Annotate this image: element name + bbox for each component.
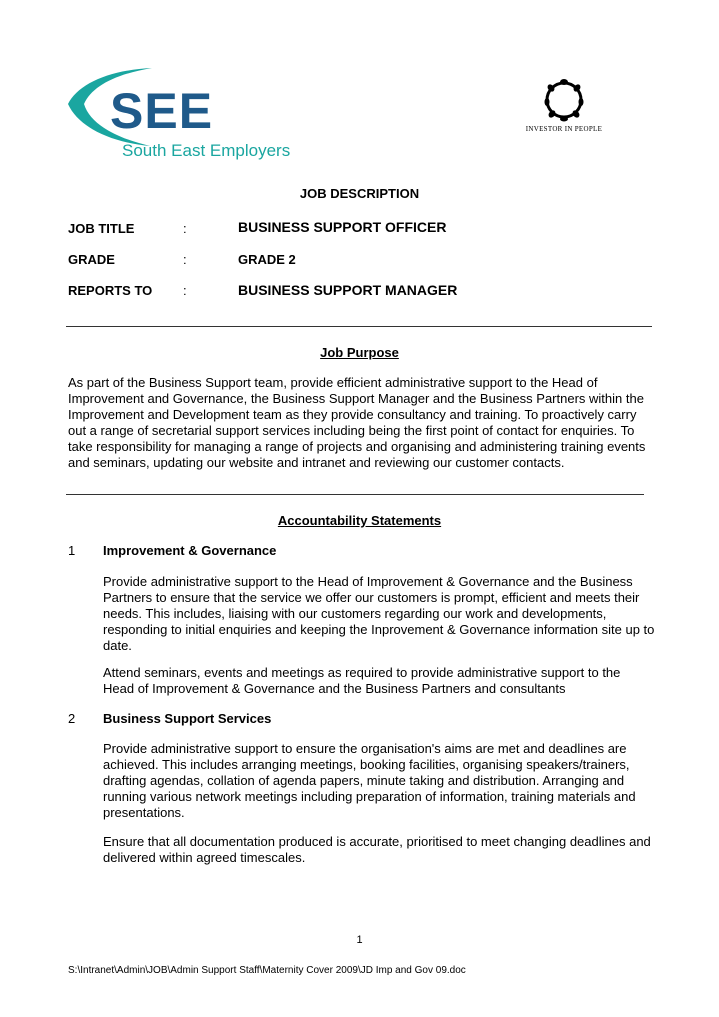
field-value-job-title: BUSINESS SUPPORT OFFICER <box>238 219 447 235</box>
divider <box>66 494 644 495</box>
laurel-wreath-icon <box>542 77 586 123</box>
field-label-job-title: JOB TITLE <box>68 221 135 236</box>
see-logo <box>64 64 291 164</box>
badge-text: INVESTOR IN PEOPLE <box>525 125 603 133</box>
field-label-grade: GRADE <box>68 252 115 267</box>
section-paragraph: Ensure that all documentation produced is accurate, prioritised to meet changing deadlines and delivered within agreed timescales. <box>103 834 651 865</box>
job-purpose-heading: Job Purpose <box>320 345 399 360</box>
file-path-footer: S:\Intranet\Admin\JOB\Admin Support Staff\Maternity Cover 2009\JD Imp and Gov 09.doc <box>68 965 466 976</box>
page-number: 1 <box>356 934 363 946</box>
section-title-improvement-governance: Improvement & Governance <box>103 543 277 558</box>
section-number: 1 <box>68 543 76 558</box>
job-purpose-text: As part of the Business Support team, provide efficient administrative support to the Head of Improvement and Governance, the Business Support Manager and the Business Partners within the Improvement and Development team as they provide consultancy and training. To proactively carry out a range of secretarial support services including being the first point of contact for enquiries. To take responsibility for managing a range of projects and organising and administering training events and seminars, updating our website and intranet and reviewing our customer contacts. <box>68 375 646 470</box>
section-paragraph: Provide administrative support to the Head of Improvement & Governance and the Business Partners to ensure that the service we offer our customers is prompt, efficient and meets their needs. This includes, liaising with our customers regarding our work and developments, responding to initial enquiries and keeping the Inprovement & Governance information site up to date. <box>103 574 655 653</box>
divider <box>66 326 652 327</box>
accountability-heading: Accountability Statements <box>277 513 442 528</box>
section-paragraph: Provide administrative support to ensure the organisation's aims are met and deadlines are achieved. This includes arranging meetings, booking facilities, organising speakers/trainers, drafting agendas, collation of agenda papers, minute taking and distribution. Arranging and running various network meetings including preparation of information, training materials and presentations. <box>103 741 636 820</box>
field-colon: : <box>183 221 187 236</box>
section-paragraph: Attend seminars, events and meetings as required to provide administrative support to the Head of Improvement & Governance and the Business Partners and consultants <box>103 665 621 696</box>
field-value-reports-to: BUSINESS SUPPORT MANAGER <box>238 282 458 298</box>
field-colon: : <box>183 283 187 298</box>
logo-main-text: SEE <box>110 83 214 139</box>
section-number: 2 <box>68 711 76 726</box>
logo-sub-text: South East Employers <box>122 141 291 160</box>
section-title-business-support-services: Business Support Services <box>103 711 272 726</box>
field-label-reports-to: REPORTS TO <box>68 283 153 298</box>
document-title: JOB DESCRIPTION <box>299 186 420 201</box>
field-colon: : <box>183 252 187 267</box>
investor-in-people-badge <box>518 77 610 137</box>
field-value-grade: GRADE 2 <box>238 252 296 267</box>
